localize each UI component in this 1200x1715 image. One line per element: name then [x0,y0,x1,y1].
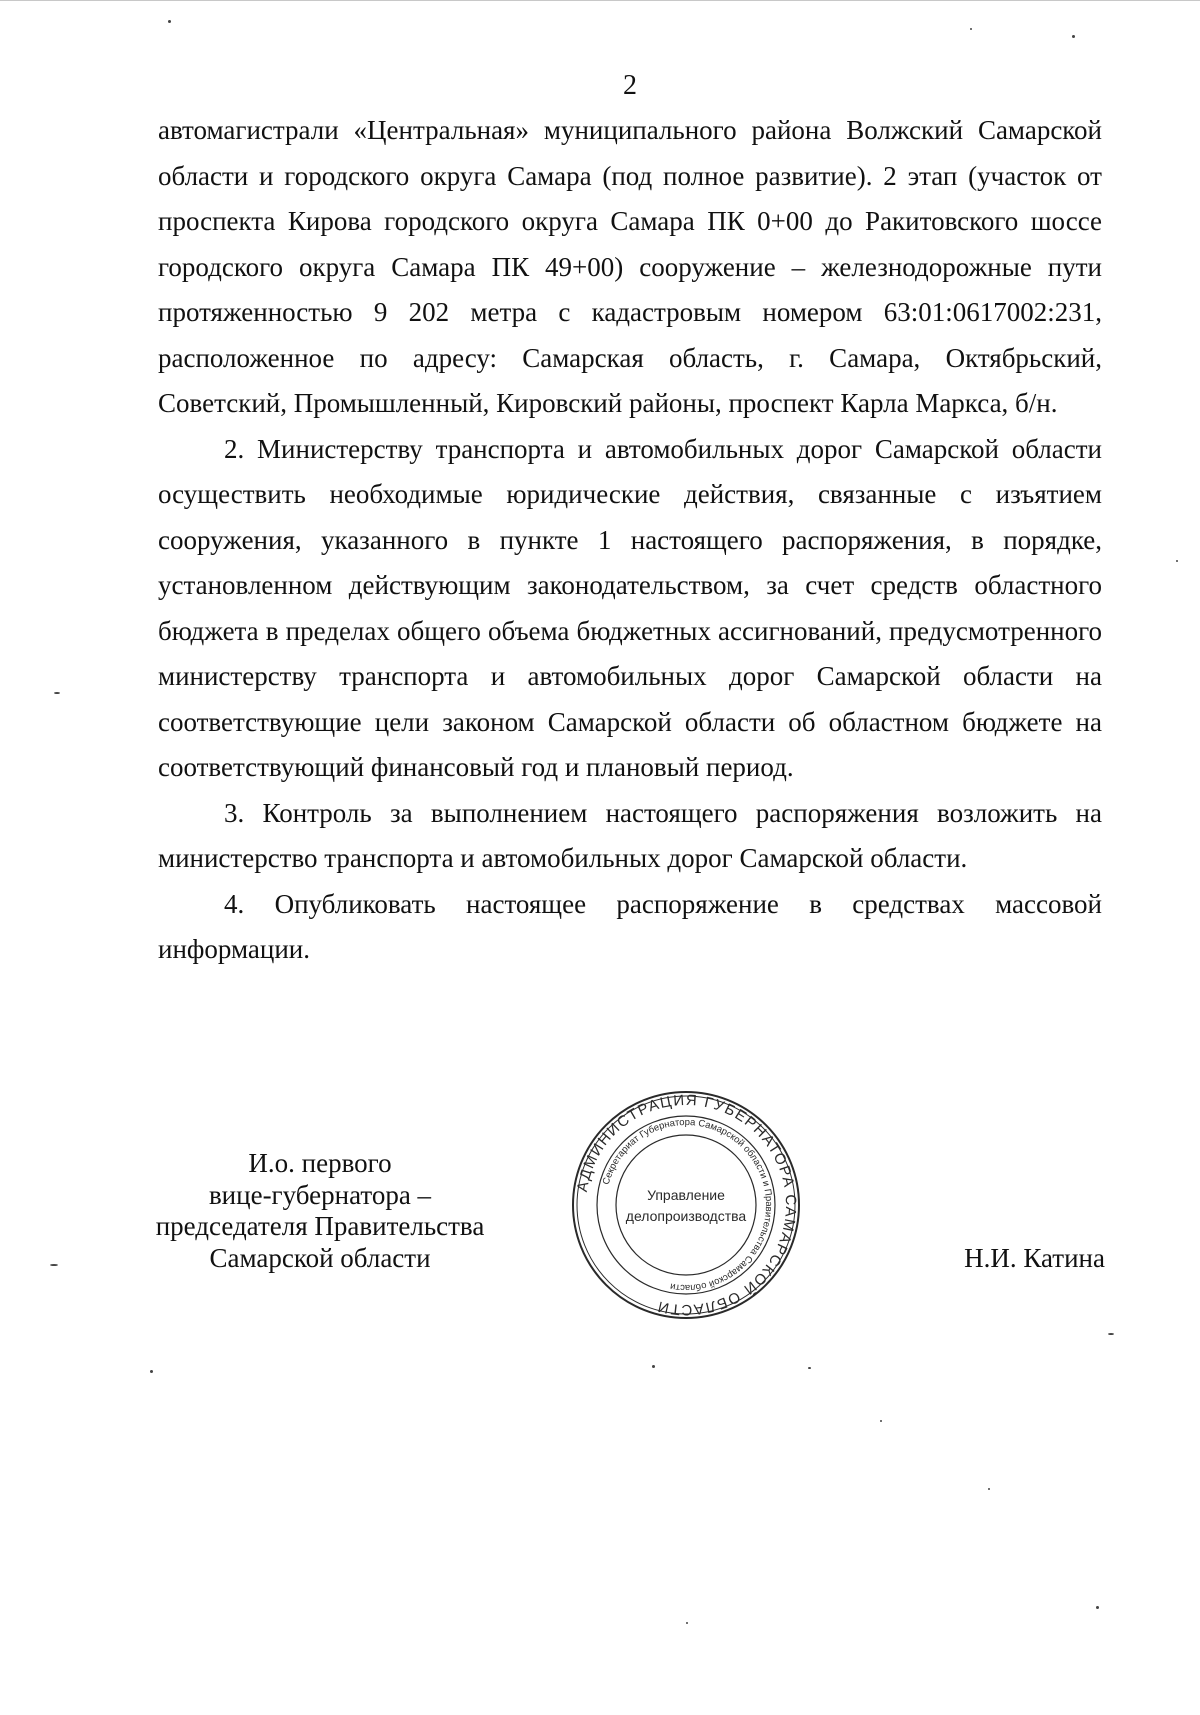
scan-speck [988,1488,990,1490]
paragraph-item-2: 2. Министерству транспорта и автомобильных дорог Самарской области осуществить необходимые юридические действия, связанные с изъятием сооружения, указанного в пункте 1 настоящего распоряжения, в порядке, установленном действующим законодательством, за счет средств областного бюджета в пределах общего объема бюджетных ассигнований, предусмотренного министерству транспорта и автомобильных дорог Самарской области на соответствующие цели законом Самарской области об областном бюджете на соответствующий финансовый год и плановый период. [158,433,1102,782]
stamp-center-line-1: Управление [647,1187,725,1203]
scan-speck [686,1622,688,1624]
position-line: И.о. первого [248,1148,392,1178]
signature-position [140,1148,500,1274]
stamp-outer-text: АДМИНИСТРАЦИЯ ГУБЕРНАТОРА САМАРСКОЙ ОБЛАСТИ [573,1091,800,1319]
scan-speck [50,1264,58,1266]
scan-speck [970,28,972,30]
scan-speck [652,1365,655,1368]
page-number: 2 [623,70,637,101]
scan-speck [1108,1333,1114,1335]
scan-speck [168,20,171,23]
official-seal-stamp [566,1088,806,1323]
paragraph-continuation: автомагистрали «Центральная» муниципального района Волжский Самарской области и городского округа Самара (под полное развитие). 2 этап (участок от проспекта Кирова городского округа Самара ПК 0+00 до Ракитовского шоссе городского округа Самара ПК 49+00) сооружение – железнодорожные пути протяженностью 9 202 метра с кадастровым номером 63:01:0617002:231, расположенное по адресу: Самарская область, г. Самара, Октябрьский, Советский, Промышленный, Кировский районы, проспект Карла Маркса, б/н. [158,115,1102,418]
scan-speck [150,1370,153,1373]
position-line: Самарской области [209,1242,431,1273]
stamp-middle-text: Секретариат Губернатора Самарской области и Правительства Самарской области [600,1116,775,1294]
paragraph-item-4: 4. Опубликовать настоящее распоряжение в средствах массовой информации. [158,888,1102,964]
scan-speck [1072,35,1075,38]
scan-speck [880,1420,882,1422]
scan-speck [808,1367,811,1369]
document-body [158,108,1102,973]
stamp-center-line-2: делопроизводства [625,1208,747,1224]
scan-speck [1096,1606,1099,1609]
paragraph-item-3: 3. Контроль за выполнением настоящего распоряжения возложить на министерство транспорта и автомобильных дорог Самарской области. [158,797,1102,873]
scan-speck [1176,560,1178,562]
position-line: вице-губернатора – [208,1179,432,1210]
position-line: председателя Правительства [155,1211,485,1241]
scan-speck [54,692,60,694]
scan-edge-line [0,0,1200,1]
signer-name: Н.И. Катина [964,1243,1105,1273]
